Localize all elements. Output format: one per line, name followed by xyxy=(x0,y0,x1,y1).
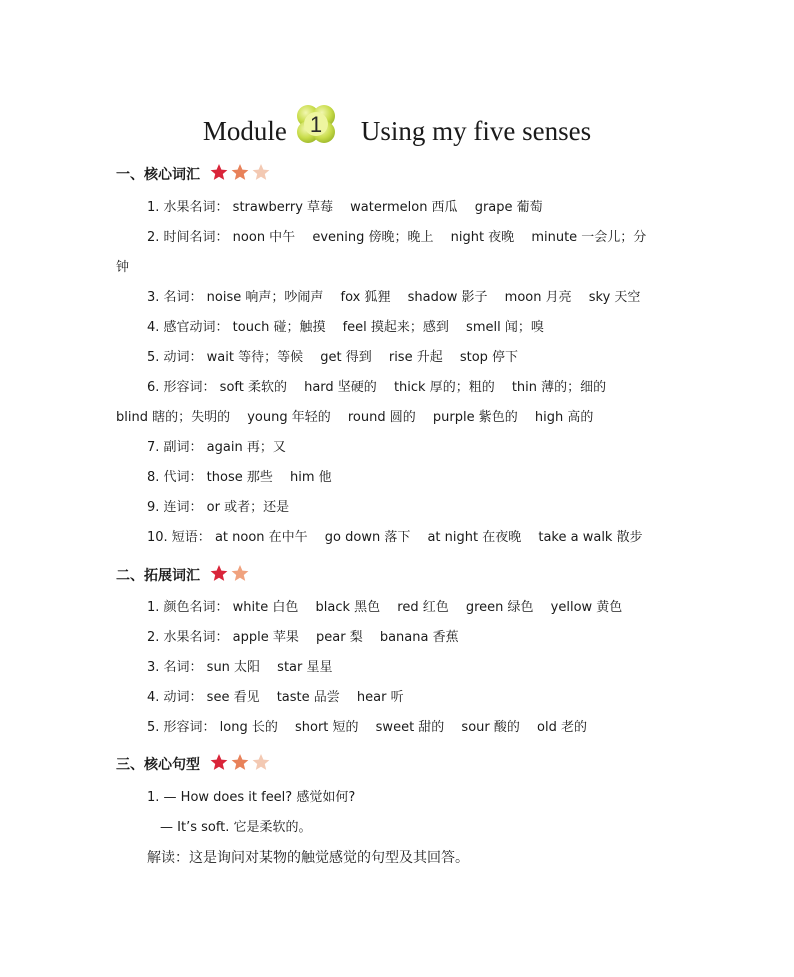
star-icon xyxy=(211,164,228,180)
module-number: 1 xyxy=(309,111,322,137)
core-vocab-line: 8. 代词： those 那些 him 他 xyxy=(147,470,332,485)
module-number-badge xyxy=(293,102,339,148)
core-vocab-line: 6. 形容词： soft 柔软的 hard 坚硬的 thick 厚的；粗的 thin 薄的；细的 xyxy=(147,380,607,395)
extended-vocab-line: 2. 水果名词： apple 苹果 pear 梨 banana 香蕉 xyxy=(147,630,459,645)
section-heading-text: 一、核心词汇 xyxy=(116,167,200,183)
extended-vocab-line: 3. 名词： sun 太阳 star 星星 xyxy=(147,660,333,675)
core-vocab-line: 1. 水果名词： strawberry 草莓 watermelon 西瓜 grape 葡萄 xyxy=(147,200,543,215)
section-heading-extended-vocab xyxy=(116,564,254,585)
core-vocab-line: 5. 动词： wait 等待；等候 get 得到 rise 升起 stop 停下 xyxy=(147,350,519,365)
star-icon xyxy=(211,754,228,770)
star-icon xyxy=(253,164,270,180)
section-heading-text: 三、核心句型 xyxy=(116,757,200,773)
sentence-question: 1. — How does it feel? 感觉如何? xyxy=(147,790,356,805)
core-vocab-line: 10. 短语： at noon 在中午 go down 落下 at night 在夜晚 take a walk 散步 xyxy=(147,530,643,545)
rating-stars xyxy=(210,564,254,582)
extended-vocab-line: 1. 颜色名词： white 白色 black 黑色 red 红色 green 绿色 yellow 黄色 xyxy=(147,600,623,615)
extended-vocab-line: 5. 形容词： long 长的 short 短的 sweet 甜的 sour 酸的 old 老的 xyxy=(147,720,587,735)
rating-stars xyxy=(210,163,274,181)
core-vocab-line: 7. 副词： again 再；又 xyxy=(147,440,286,455)
core-vocab-line: 4. 感官动词： touch 碰；触摸 feel 摸起来；感到 smell 闻；嗅 xyxy=(147,320,544,335)
star-icon xyxy=(232,164,249,180)
section-heading-core-sentences xyxy=(116,753,274,774)
rating-stars xyxy=(210,753,274,771)
core-vocab-line: 钟 xyxy=(116,260,130,275)
section-heading-text: 二、拓展词汇 xyxy=(116,568,200,584)
section-heading-core-vocab xyxy=(116,163,274,184)
sentence-answer: — It’s soft. 它是柔软的。 xyxy=(160,820,312,835)
star-icon xyxy=(211,565,228,581)
module-title xyxy=(0,98,794,161)
module-subtitle: Using my five senses xyxy=(360,115,592,146)
core-vocab-line: 9. 连词： or 或者；还是 xyxy=(147,500,290,515)
module-word: Module xyxy=(202,115,287,146)
extended-vocab-line: 4. 动词： see 看见 taste 品尝 hear 听 xyxy=(147,690,404,705)
flower-badge-icon xyxy=(293,102,339,148)
star-icon xyxy=(232,565,249,581)
star-icon xyxy=(253,754,270,770)
star-icon xyxy=(232,754,249,770)
core-vocab-line: blind 瞎的；失明的 young 年轻的 round 圆的 purple 紫色的 high 高的 xyxy=(116,410,594,425)
sentence-explanation: 解读：这是询问对某物的触觉感觉的句型及其回答。 xyxy=(147,850,469,866)
core-vocab-line: 2. 时间名词： noon 中午 evening 傍晚；晚上 night 夜晚 minute 一会儿；分 xyxy=(147,230,647,245)
core-vocab-line: 3. 名词： noise 响声；吵闹声 fox 狐狸 shadow 影子 moon 月亮 sky 天空 xyxy=(147,290,641,305)
